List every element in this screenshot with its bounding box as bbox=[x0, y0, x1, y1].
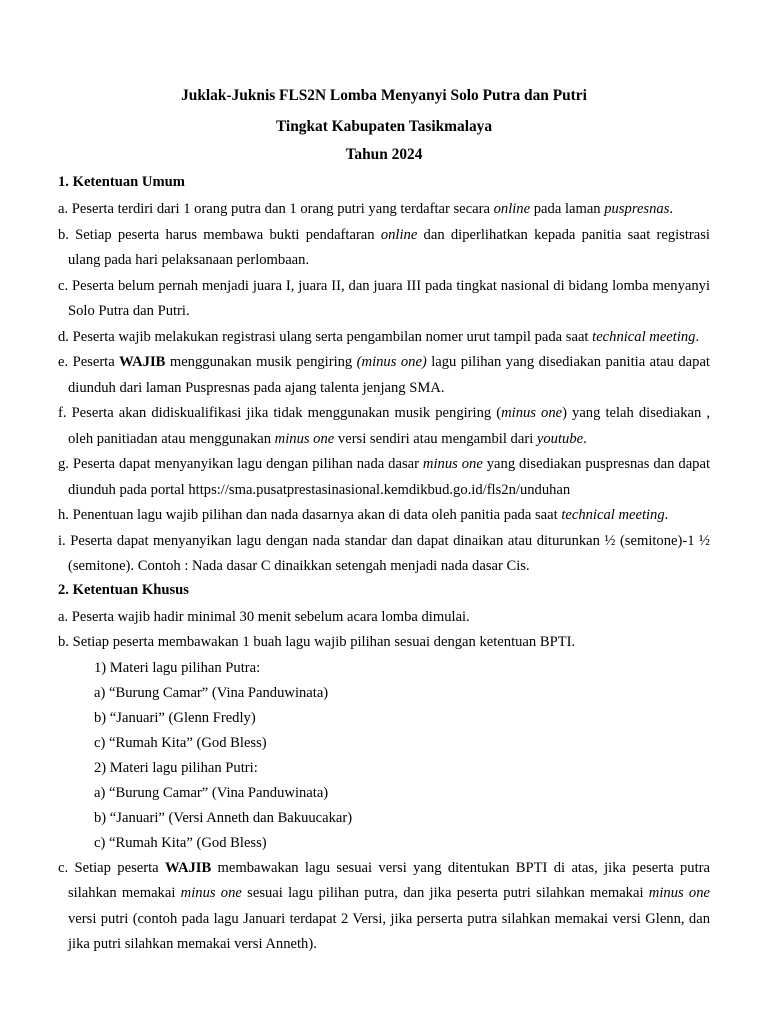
rule-1g: g. Peserta dapat menyanyikan lagu dengan pilihan nada dasar minus one yang disediakan puspresnas dan dapat diunduh pada portal https://sma.pusatprestasinasional.kemdikbud.go.id/fls2n/unduhan bbox=[58, 456, 711, 498]
song-list-item: a) “Burung Camar” (Vina Panduwinata) bbox=[94, 784, 329, 801]
rule-1c: c. Peserta belum pernah menjadi juara I, juara II, dan juara III pada tingkat nasional di bidang lomba menyanyi Solo Putra dan Putri. bbox=[58, 277, 710, 319]
rule-1f: f. Peserta akan didiskualifikasi jika tidak menggunakan musik pengiring (minus one) yang telah disediakan , oleh panitiadan atau menggunakan minus one versi sendiri atau mengambil dari youtube. bbox=[58, 405, 710, 447]
document-title-line-1: Juklak-Juknis FLS2N Lomba Menyanyi Solo Putra dan Putri bbox=[181, 87, 587, 104]
song-list-putri-heading: 2) Materi lagu pilihan Putri: bbox=[94, 759, 258, 776]
rule-2c: c. Setiap peserta WAJIB membawakan lagu sesuai versi yang ditentukan BPTI di atas, jika peserta putra silahkan memakai minus one sesuai lagu pilihan putra, dan jika peserta putri silahkan memakai minus one versi putri (contoh pada lagu Januari terdapat 2 Versi, jika perserta putra silahkan memakai versi Glenn, dan jika putri silahkan memakai versi Anneth). bbox=[58, 859, 711, 952]
rule-2b: b. Setiap peserta membawakan 1 buah lagu wajib pilihan sesuai dengan ketentuan BPTI. bbox=[58, 634, 576, 650]
document-title-line-2: Tingkat Kabupaten Tasikmalaya bbox=[275, 118, 493, 135]
section-heading-ketentuan-khusus: 2. Ketentuan Khusus bbox=[58, 581, 189, 598]
rule-1e: e. Peserta WAJIB menggunakan musik pengiring (minus one) lagu pilihan yang disediakan panitia atau dapat diunduh dari laman Puspresnas pada ajang talenta jenjang SMA. bbox=[58, 354, 710, 396]
song-list-item: b) “Januari” (Glenn Fredly) bbox=[94, 709, 256, 726]
song-list-item: b) “Januari” (Versi Anneth dan Bakuucakar) bbox=[94, 809, 353, 826]
rule-1b: b. Setiap peserta harus membawa bukti pendaftaran online dan diperlihatkan kepada panitia saat registrasi ulang pada hari pelaksanaan perlombaan. bbox=[58, 226, 710, 268]
rule-1d: d. Peserta wajib melakukan registrasi ulang serta pengambilan nomer urut tampil pada saat technical meeting. bbox=[58, 328, 700, 345]
rule-1h: h. Penentuan lagu wajib pilihan dan nada dasarnya akan di data oleh panitia pada saat technical meeting. bbox=[58, 507, 669, 523]
rule-1i: i. Peserta dapat menyanyikan lagu dengan nada standar dan dapat dinaikan atau diturunkan ½ (semitone)-1 ½ (semitone). Contoh : Nada dasar C dinaikkan setengah menjadi nada dasar Cis. bbox=[58, 532, 710, 574]
document-title-line-3: Tahun 2024 bbox=[345, 146, 423, 163]
song-list-item: c) “Rumah Kita” (God Bless) bbox=[94, 834, 267, 851]
song-list-item: c) “Rumah Kita” (God Bless) bbox=[94, 734, 267, 751]
section-heading-ketentuan-umum: 1. Ketentuan Umum bbox=[58, 174, 185, 190]
rule-1a: a. Peserta terdiri dari 1 orang putra dan 1 orang putri yang terdaftar secara online pada laman puspresnas. bbox=[58, 201, 674, 217]
song-list-putra-heading: 1) Materi lagu pilihan Putra: bbox=[94, 659, 261, 676]
song-list-item: a) “Burung Camar” (Vina Panduwinata) bbox=[94, 684, 329, 701]
rule-2a: a. Peserta wajib hadir minimal 30 menit sebelum acara lomba dimulai. bbox=[58, 608, 470, 625]
document-body bbox=[58, 172, 710, 958]
